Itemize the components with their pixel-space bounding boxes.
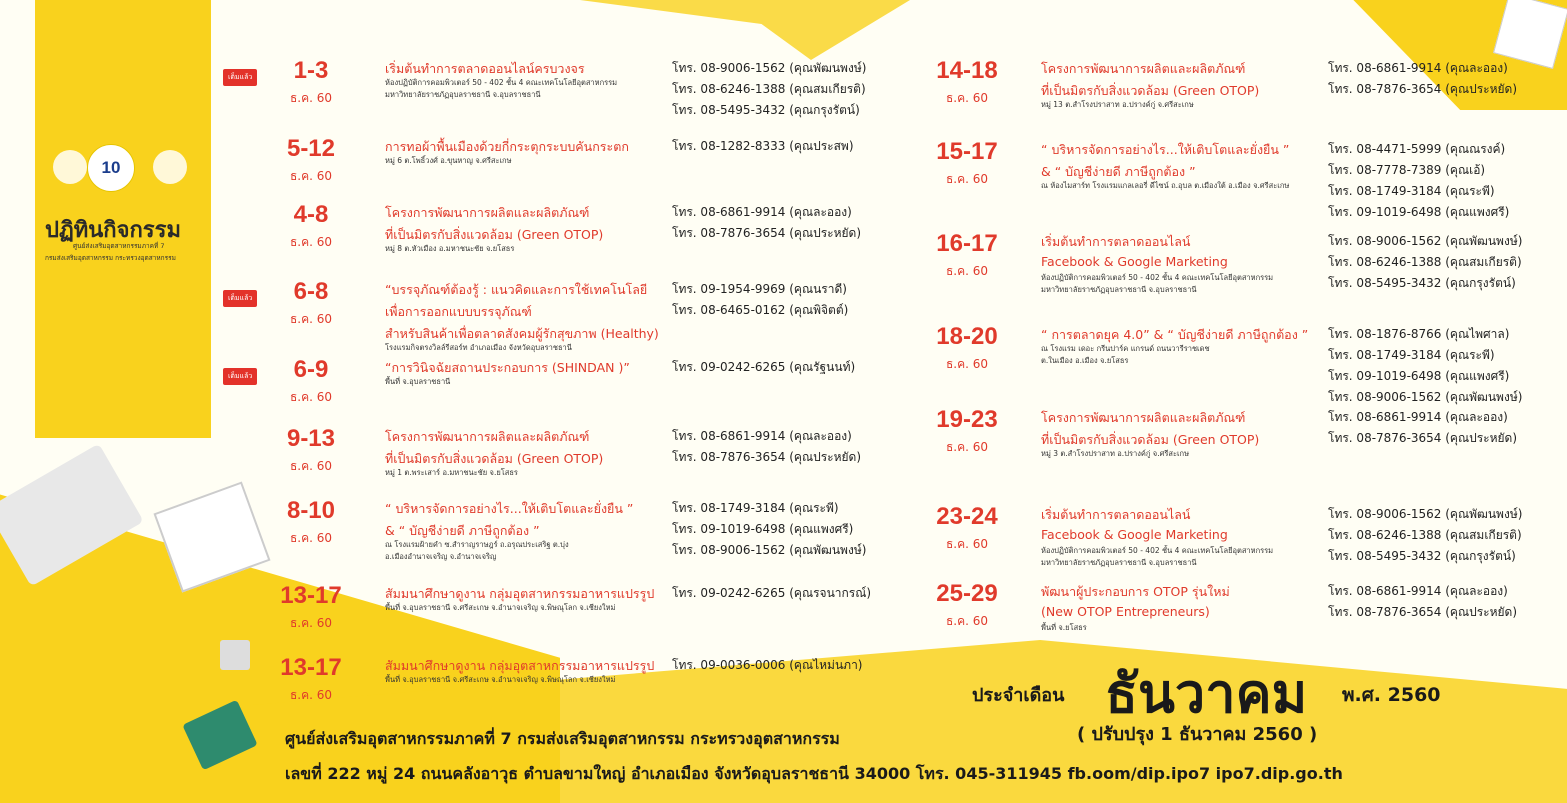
right-entry-location: พื้นที่ จ.ยโสธร <box>1041 623 1087 632</box>
circle-2 <box>153 150 187 184</box>
right-entry-phone: โทร. 08-7876-3654 (คุณประหยัด) <box>1328 605 1518 619</box>
right-entry-title: Facebook & Google Marketing <box>1041 254 1228 269</box>
left-entry-title: ที่เป็นมิตรกับสิ่งแวดล้อม (Green OTOP) <box>385 227 604 242</box>
left-entry-date: 8-10 <box>286 497 336 524</box>
left-entry-date: 13-17 <box>280 654 342 681</box>
right-entry-date: 14-18 <box>936 57 998 84</box>
left-entry-title: สัมมนาศึกษาดูงาน กลุ่มอุตสาหกรรมอาหารแปรรูป <box>385 658 655 673</box>
left-entry-phone: โทร. 09-1019-6498 (คุณแพงศรี) <box>672 522 854 536</box>
left-entry-date: 4-8 <box>293 201 329 228</box>
left-entry-location: หมู่ 1 ต.พระเสาร์ อ.มหาชนะชัย จ.ยโสธร <box>385 468 518 477</box>
right-entry-phone: โทร. 08-6861-9914 (คุณละออง) <box>1328 584 1508 598</box>
right-entry-phone: โทร. 08-7876-3654 (คุณประหยัด) <box>1328 431 1518 445</box>
left-entry-month: ธ.ค. 60 <box>289 91 333 105</box>
right-entry-location: ณ ห้องไมสาร์ท โรงแรมแกลเลอรี่ ดีไซน์ ถ.อุบล ต.เมืองใต้ อ.เมือง จ.ศรีสะเกษ <box>1041 181 1290 190</box>
right-entry-date: 18-20 <box>936 323 998 350</box>
month-prefix: ประจำเดือน <box>972 685 1065 706</box>
right-entry-month: ธ.ค. 60 <box>945 614 989 628</box>
left-entry-location: ณ โรงแรมฝ้ายคำ ซ.สำราญราษฎร์ ถ.อรุณประเสริฐ ต.บุ่ง <box>385 540 569 549</box>
right-entry-title: ที่เป็นมิตรกับสิ่งแวดล้อม (Green OTOP) <box>1041 83 1260 98</box>
right-entry-phone: โทร. 08-6246-1388 (คุณสมเกียรติ) <box>1328 255 1522 269</box>
left-entry-phone: โทร. 09-0242-6265 (คุณรจนากรณ์) <box>672 586 872 600</box>
right-entry-title: เริ่มต้นทำการตลาดออนไลน์ <box>1041 507 1191 522</box>
left-entry-title: ที่เป็นมิตรกับสิ่งแวดล้อม (Green OTOP) <box>385 451 604 466</box>
left-entry-phone: โทร. 09-1954-9969 (คุณนราดี) <box>672 282 847 296</box>
right-entry-phone: โทร. 08-9006-1562 (คุณพัฒนพงษ์) <box>1328 390 1523 404</box>
right-entry-phone: โทร. 08-6246-1388 (คุณสมเกียรติ) <box>1328 528 1522 542</box>
left-entry-title: สัมมนาศึกษาดูงาน กลุ่มอุตสาหกรรมอาหารแปรรูป <box>385 586 655 601</box>
left-entry-month: ธ.ค. 60 <box>289 390 333 404</box>
right-entry-phone: โทร. 09-1019-6498 (คุณแพงศรี) <box>1328 205 1510 219</box>
right-entry-title: โครงการพัฒนาการผลิตและผลิตภัณฑ์ <box>1041 410 1246 425</box>
left-entry-month: ธ.ค. 60 <box>289 688 333 702</box>
dip-logo: 10 <box>88 145 134 191</box>
left-entry-phone: โทร. 08-6861-9914 (คุณละออง) <box>672 205 852 219</box>
left-entry-phone: โทร. 08-6246-1388 (คุณสมเกียรติ) <box>672 82 866 96</box>
left-entry-title: & “ บัญชีง่ายดี ภาษีถูกต้อง ” <box>385 523 540 538</box>
right-entry-month: ธ.ค. 60 <box>945 172 989 186</box>
right-entry-location: ห้องปฏิบัติการคอมพิวเตอร์ 50 - 402 ชั้น 4 คณะเทคโนโลยีอุตสาหกรรม <box>1041 546 1274 555</box>
right-entry-phone: โทร. 08-1876-8766 (คุณไพศาล) <box>1328 327 1510 341</box>
left-entry-title: “การวินิจฉัยสถานประกอบการ (SHINDAN )” <box>385 360 630 375</box>
left-entry-title: เพื่อการออกแบบบรรจุภัณฑ์ <box>385 304 532 319</box>
left-entry-location: พื้นที่ จ.อุบลราชธานี จ.ศรีสะเกษ จ.อำนาจเจริญ จ.พิษณุโลก จ.เชียงใหม่ <box>385 675 616 684</box>
right-entry-month: ธ.ค. 60 <box>945 440 989 454</box>
left-entry-title: โครงการพัฒนาการผลิตและผลิตภัณฑ์ <box>385 205 590 220</box>
left-entry-title: “ บริหารจัดการอย่างไร...ให้เติบโตและยั่งยืน ” <box>385 501 634 516</box>
right-entry-title: เริ่มต้นทำการตลาดออนไลน์ <box>1041 234 1191 249</box>
right-entry-date: 25-29 <box>936 580 998 607</box>
panel-title: ปฏิทินกิจกรรม <box>45 218 181 243</box>
top-stripes <box>580 0 910 60</box>
right-entry-location: มหาวิทยาลัยราชภัฏอุบลราชธานี จ.อุบลราชธานี <box>1041 285 1197 294</box>
right-entry-phone: โทร. 08-9006-1562 (คุณพัฒนพงษ์) <box>1328 507 1523 521</box>
right-entry-date: 19-23 <box>936 406 998 433</box>
left-entry-location: หมู่ 6 ต.โพธิ์วงศ์ อ.ขุนหาญ จ.ศรีสะเกษ <box>385 156 512 165</box>
left-entry-location: โรงแรมกิจตรงวิลล์รีสอร์ท อำเภอเมือง จังหวัดอุบลราชธานี <box>385 343 572 352</box>
left-entry-date: 13-17 <box>280 582 342 609</box>
right-entry-phone: โทร. 08-5495-3432 (คุณกรุงรัตน์) <box>1328 549 1516 563</box>
updated-note: ( ปรับปรุง 1 ธันวาคม 2560 ) <box>1077 724 1318 745</box>
footer-address: เลขที่ 222 หมู่ 24 ถนนคลังอาวุธ ตำบลขามใหญ่ อำเภอเมือง จังหวัดอุบลราชธานี 34000 โทร. 045-311945 fb.oom/dip.ipo7 ipo7.dip.go.th <box>285 764 1343 783</box>
left-entry-title: “บรรจุภัณฑ์ต้องรู้ : แนวคิดและการใช้เทคโนโลยี <box>385 282 648 297</box>
circle-1 <box>53 150 87 184</box>
right-entry-title: Facebook & Google Marketing <box>1041 527 1228 542</box>
right-entry-location: มหาวิทยาลัยราชภัฏอุบลราชธานี จ.อุบลราชธานี <box>1041 558 1197 567</box>
left-entry-phone: โทร. 09-0036-0006 (คุณไหม่นภา) <box>672 658 863 672</box>
top-left-yellow-shape <box>0 0 35 440</box>
left-entry-location: พื้นที่ จ.อุบลราชธานี จ.ศรีสะเกษ จ.อำนาจเจริญ จ.พิษณุโลก จ.เชียงใหม่ <box>385 603 616 612</box>
left-entry-month: ธ.ค. 60 <box>289 616 333 630</box>
left-entry-phone: โทร. 08-9006-1562 (คุณพัฒนพงษ์) <box>672 61 867 75</box>
right-entry-phone: โทร. 09-1019-6498 (คุณแพงศรี) <box>1328 369 1510 383</box>
left-entry-location: มหาวิทยาลัยราชภัฏอุบลราชธานี จ.อุบลราชธานี <box>385 90 541 99</box>
month-name: ธันวาคม <box>1105 664 1308 724</box>
left-entry-date: 9-13 <box>286 425 336 452</box>
left-entry-phone: โทร. 08-7876-3654 (คุณประหยัด) <box>672 450 862 464</box>
panel-subtitle-1: ศูนย์ส่งเสริมอุตสาหกรรมภาคที่ 7 <box>73 242 165 250</box>
left-entry-phone: โทร. 08-7876-3654 (คุณประหยัด) <box>672 226 862 240</box>
left-entry-location: พื้นที่ จ.อุบลราชธานี <box>385 377 451 386</box>
right-entry-title: “ บริหารจัดการอย่างไร...ให้เติบโตและยั่งยืน ” <box>1041 142 1290 157</box>
right-entry-phone: โทร. 08-1749-3184 (คุณระพี) <box>1328 184 1495 198</box>
right-entry-date: 15-17 <box>936 138 998 165</box>
right-entry-phone: โทร. 08-1749-3184 (คุณระพี) <box>1328 348 1495 362</box>
right-entry-location: ต.ในเมือง อ.เมือง จ.ยโสธร <box>1041 356 1129 365</box>
right-entry-title: พัฒนาผู้ประกอบการ OTOP รุ่นใหม่ <box>1041 584 1230 599</box>
right-entry-phone: โทร. 08-7778-7389 (คุณเอ้) <box>1328 163 1486 177</box>
right-entry-phone: โทร. 08-5495-3432 (คุณกรุงรัตน์) <box>1328 276 1516 290</box>
left-entry-title: เริ่มต้นทำการตลาดออนไลน์ครบวงจร <box>385 61 585 76</box>
right-entry-location: ณ โรงแรม เดอะ กรีนปาร์ค แกรนด์ ถนนวารีราชเดช <box>1041 344 1210 353</box>
right-entry-title: ที่เป็นมิตรกับสิ่งแวดล้อม (Green OTOP) <box>1041 432 1260 447</box>
left-entry-phone: โทร. 08-5495-3432 (คุณกรุงรัตน์) <box>672 103 860 117</box>
year-label: พ.ศ. 2560 <box>1342 684 1441 706</box>
left-entry-phone: โทร. 09-0242-6265 (คุณรัฐนนท์) <box>672 360 856 374</box>
left-entry-title: สำหรับสินค้าเพื่อตลาดสังคมผู้รักสุขภาพ (Healthy) <box>385 326 659 341</box>
left-entry-title: โครงการพัฒนาการผลิตและผลิตภัณฑ์ <box>385 429 590 444</box>
right-entry-title: “ การตลาดยุค 4.0” & “ บัญชีง่ายดี ภาษีถูกต้อง ” <box>1041 327 1309 342</box>
left-entry-location: ห้องปฏิบัติการคอมพิวเตอร์ 50 - 402 ชั้น 4 คณะเทคโนโลยีอุตสาหกรรม <box>385 78 618 87</box>
calculator-illustration <box>220 640 250 670</box>
right-entry-month: ธ.ค. 60 <box>945 91 989 105</box>
left-entry-phone: โทร. 08-6465-0162 (คุณพิจิตต์) <box>672 303 849 317</box>
right-entry-title: & “ บัญชีง่ายดี ภาษีถูกต้อง ” <box>1041 164 1196 179</box>
right-entry-phone: โทร. 08-6861-9914 (คุณละออง) <box>1328 61 1508 75</box>
left-entry-date: 1-3 <box>293 57 329 84</box>
right-entry-month: ธ.ค. 60 <box>945 537 989 551</box>
left-entry-month: ธ.ค. 60 <box>289 169 333 183</box>
left-entry-full-badge: เต็มแล้ว <box>223 69 257 86</box>
right-entry-location: ห้องปฏิบัติการคอมพิวเตอร์ 50 - 402 ชั้น 4 คณะเทคโนโลยีอุตสาหกรรม <box>1041 273 1274 282</box>
right-entry-month: ธ.ค. 60 <box>945 264 989 278</box>
left-entry-date: 5-12 <box>286 135 336 162</box>
right-entry-date: 23-24 <box>936 503 998 530</box>
left-entry-phone: โทร. 08-1282-8333 (คุณประสพ) <box>672 139 854 153</box>
left-entry-phone: โทร. 08-6861-9914 (คุณละออง) <box>672 429 852 443</box>
right-entry-location: หมู่ 13 ต.สำโรงปราสาท อ.ปรางค์กู่ จ.ศรีสะเกษ <box>1041 100 1194 109</box>
left-entry-full-badge: เต็มแล้ว <box>223 290 257 307</box>
left-entry-phone: โทร. 08-9006-1562 (คุณพัฒนพงษ์) <box>672 543 867 557</box>
left-entry-phone: โทร. 08-1749-3184 (คุณระพี) <box>672 501 839 515</box>
right-entry-location: หมู่ 3 ต.สำโรงปราสาท อ.ปรางค์กู่ จ.ศรีสะเกษ <box>1041 449 1190 458</box>
right-entry-date: 16-17 <box>936 230 998 257</box>
left-entry-month: ธ.ค. 60 <box>289 459 333 473</box>
right-entry-phone: โทร. 08-7876-3654 (คุณประหยัด) <box>1328 82 1518 96</box>
left-entry-date: 6-8 <box>293 278 329 305</box>
left-entry-full-badge: เต็มแล้ว <box>223 368 257 385</box>
right-entry-title: โครงการพัฒนาการผลิตและผลิตภัณฑ์ <box>1041 61 1246 76</box>
panel-subtitle-2: กรมส่งเสริมอุตสาหกรรม กระทรวงอุตสาหกรรม <box>45 254 176 262</box>
right-entry-phone: โทร. 08-9006-1562 (คุณพัฒนพงษ์) <box>1328 234 1523 248</box>
left-entry-date: 6-9 <box>293 356 329 383</box>
left-entry-location: อ.เมืองอำนาจเจริญ จ.อำนาจเจริญ <box>385 552 497 561</box>
right-entry-phone: โทร. 08-4471-5999 (คุณณรงค์) <box>1328 142 1506 156</box>
left-entry-month: ธ.ค. 60 <box>289 235 333 249</box>
footer-organization: ศูนย์ส่งเสริมอุตสาหกรรมภาคที่ 7 กรมส่งเสริมอุตสาหกรรม กระทรวงอุตสาหกรรม <box>285 729 840 748</box>
left-entry-month: ธ.ค. 60 <box>289 531 333 545</box>
left-entry-location: หมู่ 8 ต.หัวเมือง อ.มหาชนะชัย จ.ยโสธร <box>385 244 515 253</box>
right-entry-title: (New OTOP Entrepreneurs) <box>1041 604 1210 619</box>
left-entry-month: ธ.ค. 60 <box>289 312 333 326</box>
right-entry-month: ธ.ค. 60 <box>945 357 989 371</box>
left-entry-title: การทอผ้าพื้นเมืองด้วยกี่กระตุกระบบคันกระตก <box>385 139 629 154</box>
right-entry-phone: โทร. 08-6861-9914 (คุณละออง) <box>1328 410 1508 424</box>
